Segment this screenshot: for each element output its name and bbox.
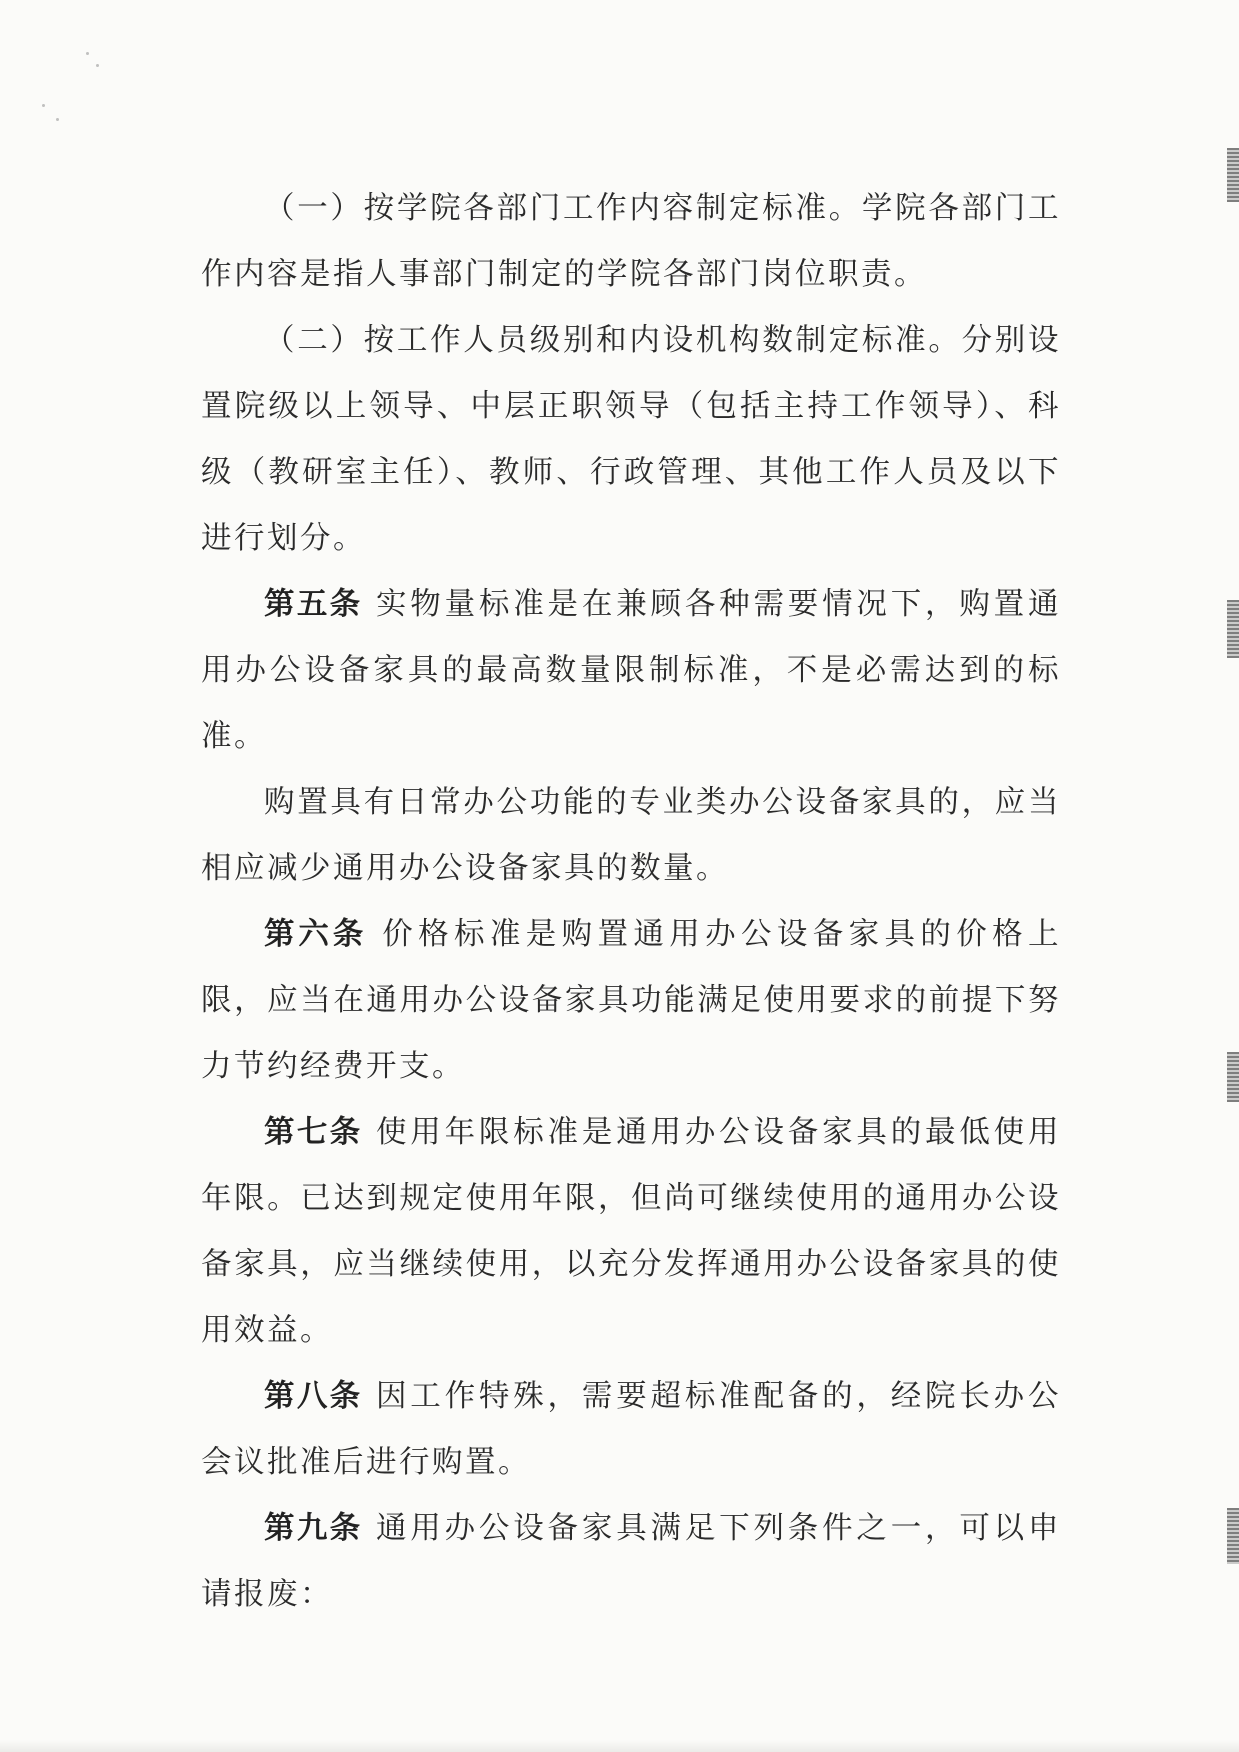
scan-edge-mark (1227, 1052, 1239, 1102)
paragraph-text: （一）按学院各部门工作内容制定标准。学院各部门工作内容是指人事部门制定的学院各部门岗位职责。 (201, 191, 1061, 292)
scan-speck (86, 52, 89, 55)
article-number: 第五条 (264, 587, 363, 622)
document-body (201, 176, 1061, 1628)
article-number: 第七条 (264, 1115, 363, 1150)
paragraph-2 (201, 308, 1061, 572)
article-7 (201, 1100, 1061, 1364)
paragraph-4 (201, 770, 1061, 902)
paragraph-text: 因工作特殊，需要超标准配备的，经院长办公会议批准后进行购置。 (201, 1379, 1061, 1480)
article-8 (201, 1364, 1061, 1496)
paragraph-text: 通用办公设备家具满足下列条件之一，可以申请报废： (201, 1511, 1061, 1612)
scan-speck (42, 104, 45, 107)
paragraph-1 (201, 176, 1061, 308)
article-5 (201, 572, 1061, 770)
scan-edge-mark (1227, 148, 1239, 202)
paragraph-text: 价格标准是购置通用办公设备家具的价格上限，应当在通用办公设备家具功能满足使用要求的前提下努力节约经费开支。 (201, 917, 1062, 1084)
article-number: 第六条 (264, 917, 368, 952)
article-number: 第九条 (264, 1511, 363, 1546)
paragraph-text: 购置具有日常办公功能的专业类办公设备家具的，应当相应减少通用办公设备家具的数量。 (201, 785, 1061, 886)
scan-bottom-edge (0, 1740, 1239, 1752)
paragraph-text: （二）按工作人员级别和内设机构数制定标准。分别设置院级以上领导、中层正职领导（包括主持工作领导）、科级（教研室主任）、教师、行政管理、其他工作人员及以下进行划分。 (201, 323, 1061, 556)
paragraph-text: 实物量标准是在兼顾各种需要情况下，购置通用办公设备家具的最高数量限制标准，不是必需达到的标准。 (201, 587, 1061, 754)
scan-edge-mark (1227, 1508, 1239, 1564)
article-number: 第八条 (264, 1379, 363, 1414)
scan-edge-mark (1227, 600, 1239, 658)
scan-speck (56, 118, 59, 121)
article-6 (201, 902, 1061, 1100)
paragraph-text: 使用年限标准是通用办公设备家具的最低使用年限。已达到规定使用年限，但尚可继续使用的通用办公设备家具，应当继续使用，以充分发挥通用办公设备家具的使用效益。 (201, 1115, 1061, 1348)
article-9 (201, 1496, 1061, 1628)
scan-speck (96, 64, 99, 67)
